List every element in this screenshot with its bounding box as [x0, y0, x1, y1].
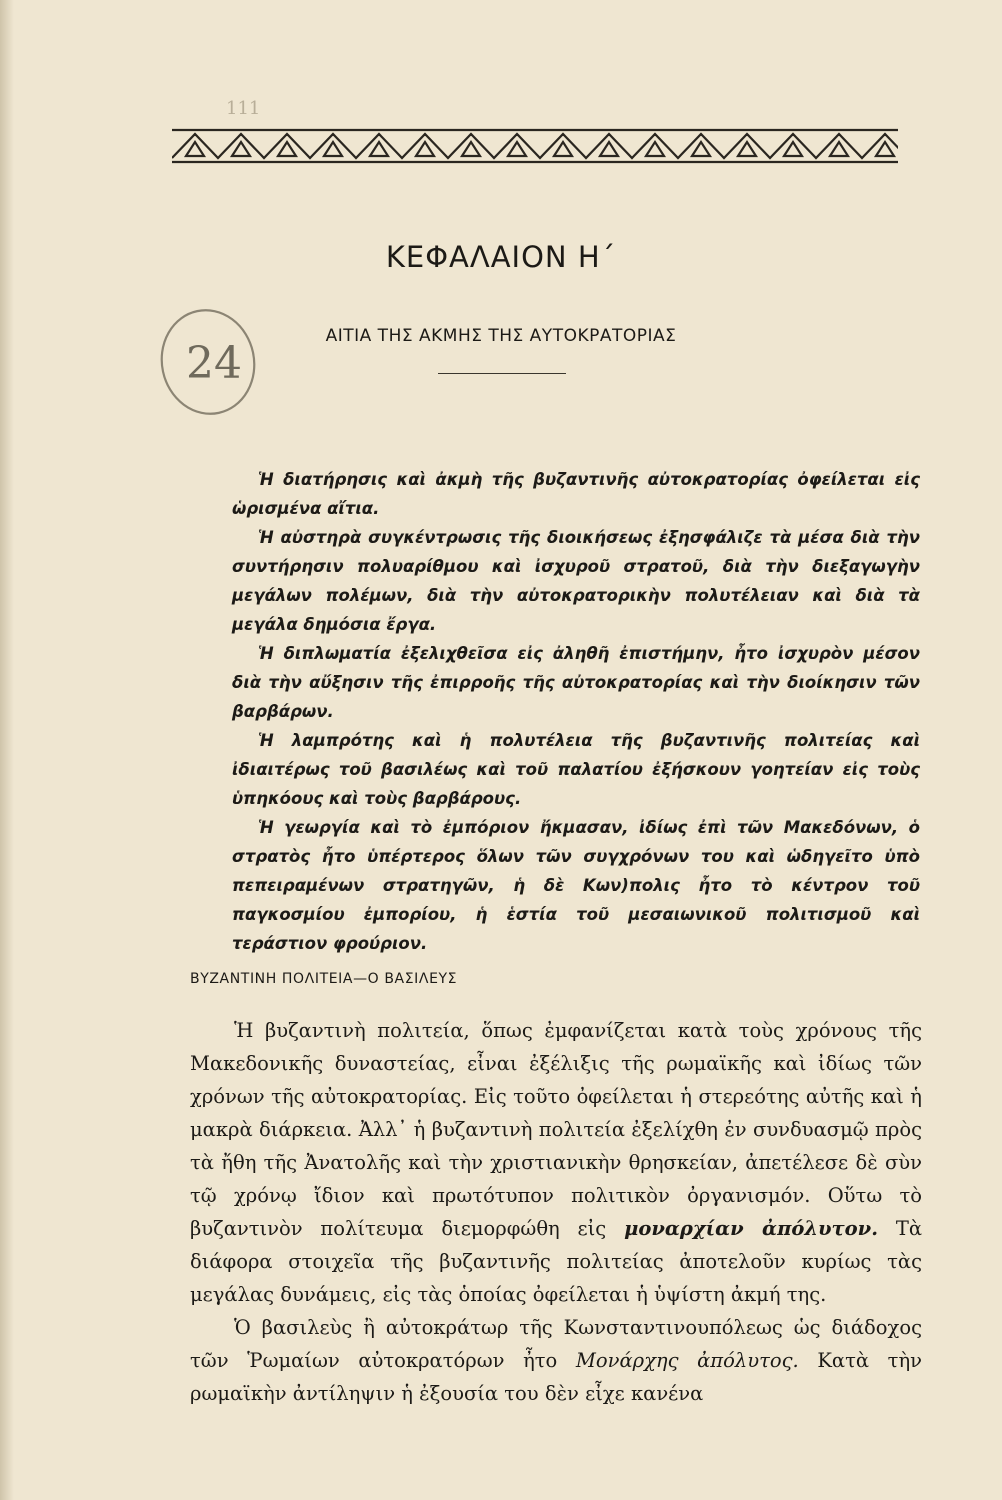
pencil-annotation-number: 24 — [186, 338, 242, 389]
summary-paragraph: Ἡ διατήρησις καὶ ἀκμὴ τῆς βυζαντινῆς αὐτοκρατορίας ὀφείλεται εἰς ὡρισμένα αἴτια. — [232, 470, 920, 518]
page-gutter-shadow — [0, 0, 14, 1500]
summary-paragraph: Ἡ διπλωματία ἐξελιχθεῖσα εἰς ἀληθῆ ἐπιστήμην, ἦτο ἰσχυρὸν μέσον διὰ τὴν αὔξησιν τῆς ἐπιρροῆς τῆς αὐτοκρατορίας καὶ τὴν διοίκησιν τῶν βαρβάρων. — [232, 644, 920, 721]
section-heading: ΒΥΖΑΝΤΙΝΗ ΠΟΛΙΤΕΙΑ—Ο ΒΑΣΙΛΕΥΣ — [190, 971, 458, 987]
emphasis-text: Μονάρχης ἀπόλυτος. — [575, 1349, 799, 1372]
chapter-subtitle: ΑΙΤΙΑ ΤΗΣ ΑΚΜΗΣ ΤΗΣ ΑΥΤΟΚΡΑΤΟΡΙΑΣ — [325, 326, 677, 346]
body-text — [190, 1014, 922, 1410]
chapter-title: ΚΕΦΑΛΑΙΟΝ Η΄ — [385, 240, 617, 274]
chapter-summary — [232, 465, 920, 958]
body-paragraph — [190, 1311, 922, 1410]
body-text-run: Τὰ διάφορα στοιχεῖα τῆς βυζαντινῆς πολιτείας ἀποτελοῦν κυρίως τὰς μεγάλας δυνάμεις, εἰς τὰς ὁποίας ὀφείλεται ἡ ὑψίστη ἀκμή της. — [190, 1217, 922, 1306]
summary-paragraph: Ἡ λαμπρότης καὶ ἡ πολυτέλεια τῆς βυζαντινῆς πολιτείας καὶ ἰδιαιτέρως τοῦ βασιλέως καὶ τοῦ παλατίου ἐξήσκουν γοητείαν εἰς τοὺς ὑπηκόους καὶ τοὺς βαρβάρους. — [232, 731, 920, 808]
title-divider — [438, 373, 566, 374]
summary-paragraph: Ἡ αὐστηρὰ συγκέντρωσις τῆς διοικήσεως ἐξησφάλιζε τὰ μέσα διὰ τὴν συντήρησιν πολυαρίθμου καὶ ἰσχυροῦ στρατοῦ, διὰ τὴν διεξαγωγὴν μεγάλων πολέμων, διὰ τὴν αὐτοκρατορικὴν πολυτέλειαν καὶ διὰ τὰ μεγάλα δημόσια ἔργα. — [232, 528, 920, 634]
page-number: 111 — [226, 98, 261, 119]
emphasis-text: μοναρχίαν ἀπόλυτον. — [624, 1217, 878, 1240]
body-paragraph — [190, 1014, 922, 1311]
body-text-run: Κατὰ τὴν ρωμαϊκὴν ἀντίληψιν ἡ ἐξουσία του δὲν εἶχε κανένα — [190, 1349, 922, 1405]
body-text-run: Ὁ βασιλεὺς ἢ αὐτοκράτωρ τῆς Κωνσταντινουπόλεως ὡς διάδοχος τῶν Ῥωμαίων αὐτοκρατόρων ἦτο — [190, 1316, 922, 1372]
body-text-run: Ἡ βυζαντινὴ πολιτεία, ὅπως ἐμφανίζεται κατὰ τοὺς χρόνους τῆς Μακεδονικῆς δυναστείας, εἶναι ἐξέλιξις τῆς ρωμαϊκῆς καὶ ἰδίως τῶν χρόνων τῆς αὐτοκρατορίας. Εἰς τοῦτο ὀφείλεται ἡ στερεότης αὐτῆς καὶ ἡ μακρὰ διάρκεια. Ἀλλ᾽ ἡ βυζαντινὴ πολιτεία ἐξελίχθη ἐν συνδυασμῷ πρὸς τὰ ἤθη τῆς Ἀνατολῆς καὶ τὴν χριστιανικὴν θρησκείαν, ἀπετέλεσε δὲ σὺν τῷ χρόνῳ ἴδιον καὶ πρωτότυπον πολιτικὸν ὀργανισμόν. Οὕτω τὸ βυζαντινὸν πολίτευμα διεμορφώθη εἰς — [190, 1019, 922, 1240]
greek-key-ornament — [172, 128, 898, 164]
pencil-annotation — [150, 300, 270, 420]
summary-paragraph: Ἡ γεωργία καὶ τὸ ἐμπόριον ἤκμασαν, ἰδίως ἐπὶ τῶν Μακεδόνων, ὁ στρατὸς ἦτο ὑπέρτερος ὅλων τῶν συγχρόνων του καὶ ὡδηγεῖτο ὑπὸ πεπειραμένων στρατηγῶν, ἡ δὲ Κων)πολις ἦτο τὸ κέντρον τοῦ παγκοσμίου ἐμπορίου, ἡ ἑστία τοῦ μεσαιωνικοῦ πολιτισμοῦ καὶ τεράστιον φρούριον. — [232, 818, 920, 953]
